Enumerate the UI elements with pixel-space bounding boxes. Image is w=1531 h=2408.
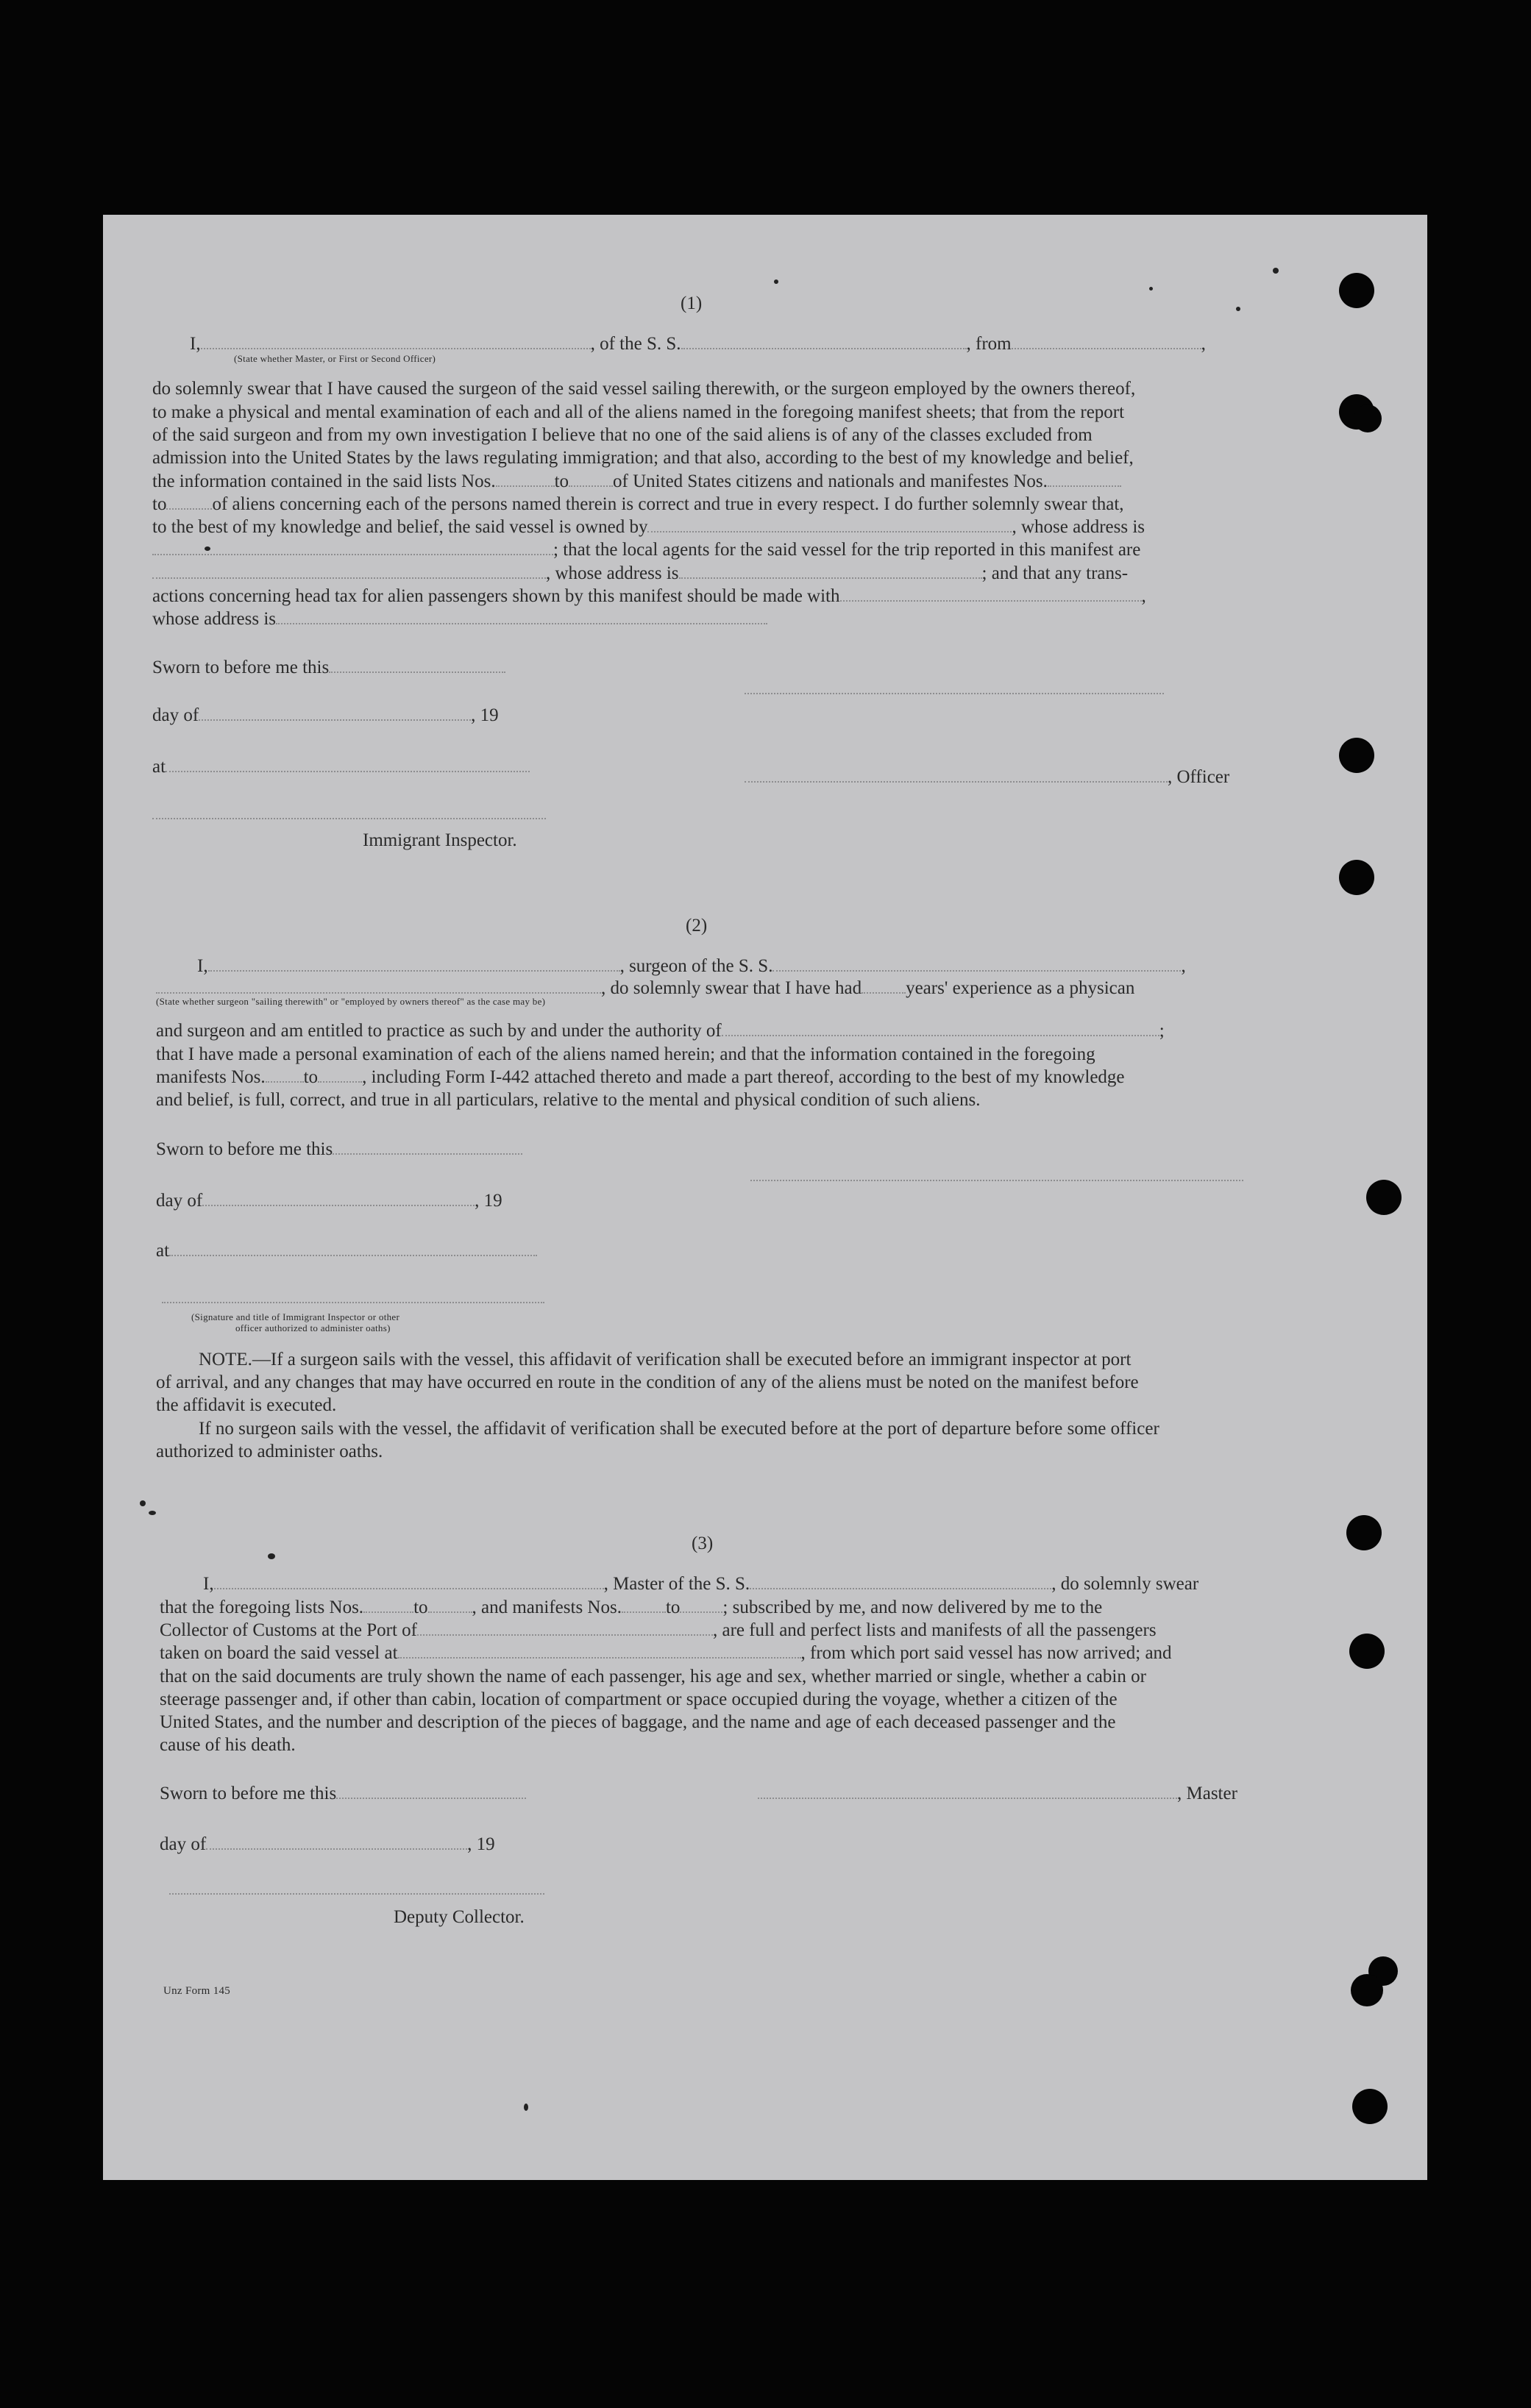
s1-day-field[interactable]: [199, 708, 471, 721]
binder-hole: [1339, 738, 1374, 773]
s3-line-2: [160, 1598, 1102, 1617]
s2-line-4: that I have made a personal examination of each of the aliens named herein; and that the information contained in the foregoing: [156, 1044, 1095, 1064]
s3-day-field[interactable]: [206, 1837, 467, 1850]
s3-master-field[interactable]: [214, 1576, 604, 1589]
s3-oath-line: [203, 1575, 1198, 1593]
s2-sworn-field[interactable]: [333, 1141, 522, 1155]
s3-embark-port-field[interactable]: [398, 1645, 801, 1659]
s1-line-8: [152, 541, 1140, 559]
s2-line-2: [156, 979, 1134, 997]
binder-hole: [1346, 1515, 1382, 1550]
s2-at-field[interactable]: [169, 1243, 537, 1256]
section-3-number: (3): [692, 1534, 714, 1553]
s2-sig-hint-2: officer authorized to administer oaths): [235, 1322, 391, 1333]
s3-ship-field[interactable]: [750, 1576, 1051, 1589]
speck: [268, 1553, 275, 1559]
s1-ship-field[interactable]: [681, 336, 967, 349]
binder-hole: [1339, 860, 1374, 895]
s1-line-5: [152, 472, 1121, 491]
s3-sworn-field[interactable]: [336, 1786, 526, 1799]
s2-at: [156, 1242, 537, 1260]
s1-line-6: [152, 495, 1124, 513]
s1-manifests-from-field[interactable]: [1048, 474, 1121, 487]
s3-l3b: , are full and perfect lists and manifests of all the passengers: [712, 1620, 1157, 1640]
s1-sworn: [152, 658, 505, 677]
s3-master-sign-field[interactable]: [758, 1786, 1177, 1799]
s1-l10b: ,: [1141, 586, 1146, 606]
s1-l5b: to: [554, 471, 569, 491]
s1-l7b: , whose address is: [1012, 517, 1145, 537]
s2-note-5: authorized to administer oaths.: [156, 1442, 383, 1461]
s1-sworn-field[interactable]: [329, 660, 505, 673]
s3-l2e: ; subscribed by me, and now delivered by me to the: [722, 1597, 1103, 1617]
s2-l5a: manifests Nos.: [156, 1067, 266, 1087]
binder-hole: [1366, 1180, 1402, 1215]
s1-of-ss: , of the S. S.: [590, 334, 681, 354]
s1-at-text: at: [152, 757, 166, 777]
s3-line-3: [160, 1621, 1157, 1639]
s2-l2a: , do solemnly swear that I have had: [601, 978, 862, 998]
s3-line-5: that on the said documents are truly shown the name of each passenger, his age and sex, whether married or single, whether a cabin or: [160, 1667, 1146, 1686]
s1-agents-address-field[interactable]: [679, 566, 982, 579]
s2-day: [156, 1191, 502, 1210]
binder-hole: [1339, 273, 1374, 308]
s3-l4b: , from which port said vessel has now arrived; and: [800, 1643, 1172, 1663]
s1-line-7: [152, 518, 1145, 536]
s2-ship-field[interactable]: [772, 958, 1181, 972]
s3-collector: Deputy Collector.: [394, 1907, 525, 1927]
s1-l5a: the information contained in the said lists Nos.: [152, 471, 496, 491]
binder-hole: [1351, 1974, 1383, 2006]
s2-line-6: and belief, is full, correct, and true in all particulars, relative to the mental and physical condition of such aliens.: [156, 1090, 981, 1110]
speck: [1149, 287, 1153, 291]
s1-inspector-line[interactable]: [152, 818, 546, 819]
s1-head-tax-address-field[interactable]: [276, 611, 767, 624]
s1-line-9: [152, 564, 1128, 583]
s1-comma: ,: [1201, 334, 1206, 354]
s2-day-field[interactable]: [202, 1193, 475, 1206]
binder-hole: [1354, 405, 1382, 432]
s3-l2c: , and manifests Nos.: [472, 1597, 622, 1617]
s3-line-7: United States, and the number and description of the pieces of baggage, and the name and age of each deceased passenger and the: [160, 1712, 1116, 1732]
s1-l9b: ; and that any trans-: [981, 563, 1129, 583]
s1-oath-line: [190, 335, 1206, 353]
document-page: [103, 215, 1427, 2180]
speck: [774, 279, 778, 284]
s2-surgeon-type-field[interactable]: [156, 980, 601, 994]
s1-owner-address-field[interactable]: [152, 542, 553, 555]
s1-at-field[interactable]: [166, 759, 530, 772]
s3-sworn-text: Sworn to before me this: [160, 1784, 337, 1803]
s1-officer: [745, 768, 1229, 786]
speck: [1273, 268, 1279, 274]
s1-year: , 19: [471, 705, 499, 725]
s1-signature-line[interactable]: [745, 693, 1164, 694]
s3-day: [160, 1835, 495, 1853]
speck: [524, 2104, 528, 2111]
s1-line-1: do solemnly swear that I have caused the surgeon of the said vessel sailing therewith, or the surgeon employed by the owners thereof,: [152, 379, 1136, 399]
binder-hole: [1352, 2089, 1388, 2124]
s1-officer-field[interactable]: [201, 336, 591, 349]
s1-l11: whose address is: [152, 609, 277, 629]
s3-manifests-to-field[interactable]: [680, 1600, 722, 1613]
s3-line-6: steerage passenger and, if other than cabin, location of compartment or space occupied during the voyage, whether a citizen of the: [160, 1689, 1118, 1709]
s2-sworn-text: Sworn to before me this: [156, 1139, 333, 1159]
s1-from: , from: [966, 334, 1012, 354]
s1-i: I,: [190, 334, 201, 354]
s1-line-10: [152, 587, 1146, 605]
s3-master-sign: [758, 1784, 1237, 1803]
s1-line-11: [152, 610, 767, 628]
s2-surgeon-field[interactable]: [208, 958, 620, 972]
s3-swear: , do solemnly swear: [1051, 1574, 1199, 1594]
s3-l3a: Collector of Customs at the Port of: [160, 1620, 417, 1640]
s1-line-4: admission into the United States by the laws regulating immigration; and that also, according to the best of my knowledge and belief,: [152, 448, 1134, 468]
s2-l5c: , including Form I-442 attached thereto and made a part thereof, according to the best of my knowledge: [362, 1067, 1125, 1087]
s3-l4a: taken on board the said vessel at: [160, 1643, 398, 1663]
s2-note-3: the affidavit is executed.: [156, 1395, 337, 1415]
s1-sworn-text: Sworn to before me this: [152, 658, 330, 677]
s3-master-of: , Master of the S. S.: [603, 1574, 750, 1594]
s2-oath-line: [197, 957, 1186, 975]
s2-l3b: ;: [1159, 1021, 1165, 1041]
s2-hint: (State whether surgeon "sailing therewith" or "employed by owners thereof" as the case may be): [156, 996, 546, 1007]
s2-inspector-line[interactable]: [162, 1302, 544, 1303]
s3-l2b: to: [413, 1597, 428, 1617]
s2-line-3: [156, 1022, 1165, 1040]
s2-line-5: [156, 1068, 1125, 1086]
section-2-number: (2): [686, 916, 708, 936]
s3-l2d: to: [665, 1597, 681, 1617]
s1-day-text: day of: [152, 705, 199, 725]
s3-year: , 19: [467, 1834, 495, 1854]
s1-l6a: to: [152, 494, 167, 514]
speck: [205, 546, 210, 551]
s1-manifests-to-field[interactable]: [166, 496, 212, 510]
s2-surgeon-of: , surgeon of the S. S.: [619, 956, 773, 976]
form-number: Unz Form 145: [163, 1985, 231, 1997]
s2-l5b: to: [303, 1067, 319, 1087]
s3-day-text: day of: [160, 1834, 207, 1854]
s2-note-2: of arrival, and any changes that may have occurred en route in the condition of any of the aliens must be noted on the manifest before: [156, 1372, 1139, 1392]
s1-line-3: of the said surgeon and from my own investigation I believe that no one of the said aliens is of any of the classes excluded from: [152, 425, 1093, 445]
s2-at-text: at: [156, 1241, 170, 1261]
speck: [1236, 307, 1240, 311]
s2-authority-field[interactable]: [722, 1023, 1159, 1036]
s1-head-tax-field[interactable]: [840, 588, 1142, 602]
s1-l8: ; that the local agents for the said vessel for the trip reported in this manifest are: [553, 540, 1141, 560]
s1-l7a: to the best of my knowledge and belief, the said vessel is owned by: [152, 517, 648, 537]
s1-l6b: of aliens concerning each of the persons named therein is correct and true in every respect. I do further solemnly swear that,: [212, 494, 1124, 514]
s1-from-field[interactable]: [1012, 336, 1201, 349]
s3-master-text: , Master: [1177, 1784, 1237, 1803]
s1-l5c: of United States citizens and nationals and manifestes Nos.: [613, 471, 1048, 491]
s2-comma: ,: [1181, 956, 1186, 976]
s2-i: I,: [197, 956, 208, 976]
speck: [140, 1500, 146, 1506]
s2-note-1: NOTE.—If a surgeon sails with the vessel, this affidavit of verification shall be executed before an immigrant inspector at port: [199, 1350, 1132, 1369]
s2-manifests-from-field[interactable]: [266, 1069, 304, 1083]
s2-sig-hint-1: (Signature and title of Immigrant Inspector or other: [191, 1311, 400, 1322]
s1-inspector: Immigrant Inspector.: [363, 830, 517, 850]
binder-hole: [1349, 1634, 1385, 1669]
speck: [149, 1511, 156, 1515]
s1-lists-to-field[interactable]: [569, 474, 613, 487]
s1-line-2: to make a physical and mental examination of each and all of the aliens named in the foregoing manifest sheets; that from the report: [152, 402, 1125, 422]
s3-i: I,: [203, 1574, 214, 1594]
s1-day: [152, 706, 499, 724]
s2-years-field[interactable]: [862, 980, 906, 994]
s2-note-4: If no surgeon sails with the vessel, the affidavit of verification shall be executed before at the port of departure before some officer: [199, 1419, 1159, 1439]
s1-lists-from-field[interactable]: [496, 474, 555, 487]
s2-l3a: and surgeon and am entitled to practice as such by and under the authority of: [156, 1021, 722, 1041]
s3-manifests-from-field[interactable]: [622, 1600, 666, 1613]
s3-sworn: [160, 1784, 526, 1803]
s1-owner-field[interactable]: [647, 519, 1012, 532]
s2-day-text: day of: [156, 1191, 203, 1211]
s3-line-8: cause of his death.: [160, 1735, 296, 1755]
s2-signature-line[interactable]: [750, 1180, 1243, 1181]
s3-port-field[interactable]: [417, 1622, 713, 1636]
s2-l2b: years' experience as a physican: [906, 978, 1135, 998]
section-1-number: (1): [681, 293, 703, 313]
s1-at: [152, 758, 530, 776]
s1-agents-field[interactable]: [152, 566, 546, 579]
s3-line-4: [160, 1644, 1172, 1662]
s2-sworn: [156, 1140, 522, 1158]
s1-l10a: actions concerning head tax for alien passengers shown by this manifest should be made with: [152, 586, 840, 606]
s1-hint: (State whether Master, or First or Second Officer): [234, 353, 436, 364]
s2-manifests-to-field[interactable]: [318, 1069, 362, 1083]
s3-l2a: that the foregoing lists Nos.: [160, 1597, 364, 1617]
s2-year: , 19: [475, 1191, 502, 1211]
s3-lists-to-field[interactable]: [428, 1600, 472, 1613]
s1-officer-text: , Officer: [1168, 767, 1230, 787]
s1-officer-sign-field[interactable]: [745, 769, 1168, 783]
s1-l9a: , whose address is: [546, 563, 679, 583]
s3-collector-line[interactable]: [169, 1893, 544, 1895]
s3-lists-from-field[interactable]: [363, 1600, 413, 1613]
